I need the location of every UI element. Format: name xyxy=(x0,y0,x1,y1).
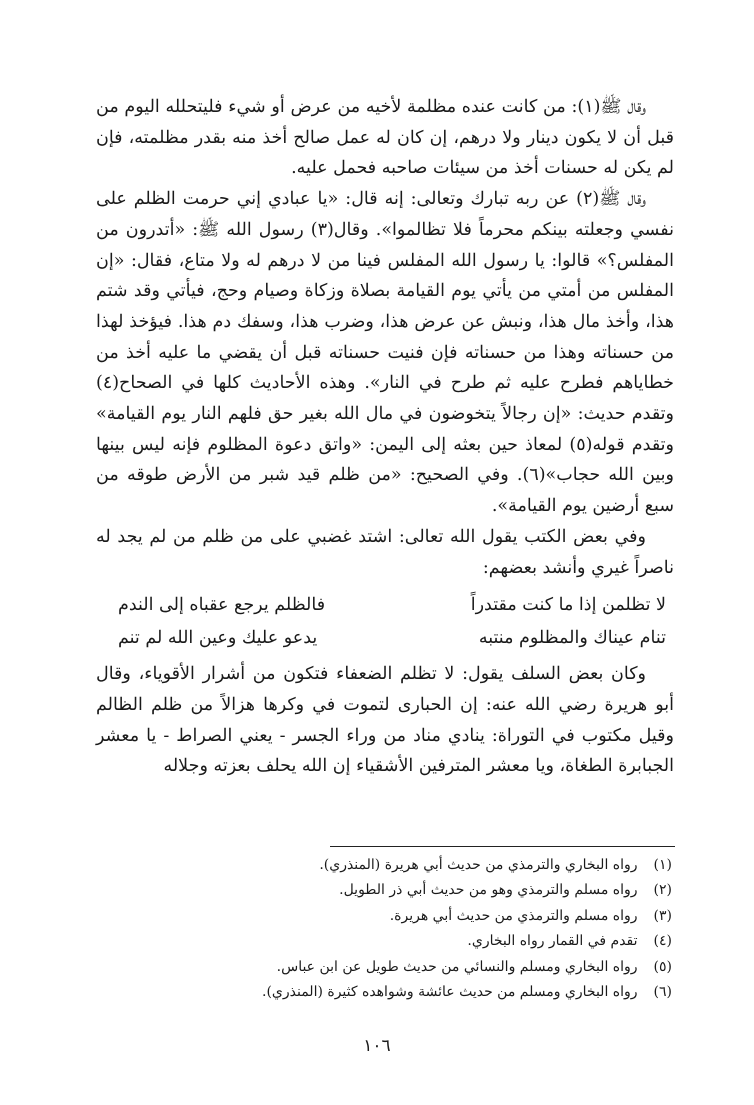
paragraph-2: وقال ﷺ(٢) عن ربه تبارك وتعالى: إنه قال: «يا عبادي إني حرمت الظلم على نفسي وجعلته بينكم محرماً فلا تظالموا». وقال(٣) رسول الله ﷺ: «أتدرون من المفلس؟» قالوا: يا رسول الله المفلس فينا من لا درهم له ولا متاع، فقال: «إن المفلس من أمتي من يأتي يوم القيامة بصلاة وزكاة وصيام وحج، فيأتي وقد شتم هذا، وأخذ مال هذا، ونبش عن عرض هذا، وضرب هذا، وسفك دم هذا. فيؤخذ لهذا من حسناته وهذا من حسناته فإن فنيت حسناته قبل أن يقضي ما عليه أخذ من خطاياهم فطرح عليه ثم طرح في النار». وهذه الأحاديث كلها في الصحاح(٤) وتقدم حديث: «إن رجالاً يتخوضون في مال الله بغير حق فلهم النار يوم القيامة» وتقدم قوله(٥) لمعاذ حين بعثه إلى اليمن: «واتق دعوة المظلوم فإنه ليس بينها وبين الله حجاب»(٦). وفي الصحيح: «من ظلم قيد شبر من الأرض طوقه من سبع أرضين يوم القيامة». xyxy=(96,189,674,517)
footnote-number: (٦) xyxy=(653,984,672,1001)
footnotes-list xyxy=(96,853,672,1005)
footnote xyxy=(96,929,672,954)
page-number: ١٠٦ xyxy=(363,1036,391,1056)
footnote-number: (٢) xyxy=(653,882,672,899)
footnote-text: رواه البخاري ومسلم والنسائي من حديث طويل عن ابن عباس. xyxy=(276,958,638,975)
footnote-text: رواه مسلم والترمذي وهو من حديث أبي ذر الطويل. xyxy=(339,882,638,899)
footnote xyxy=(96,878,672,903)
footnote-text: رواه البخاري والترمذي من حديث أبي هريرة (المنذري). xyxy=(319,857,638,873)
footnote xyxy=(96,853,672,878)
verse-second-hemistich: فالظلم يرجع عقباه إلى الندم xyxy=(118,595,326,616)
poem-verse xyxy=(96,589,674,622)
footnote xyxy=(96,904,672,929)
paragraph-3: وفي بعض الكتب يقول الله تعالى: اشتد غضبي على من ظلم من لم يجد له ناصراً غيري وأنشد بعضهم: xyxy=(96,526,674,578)
footnote-text: تقدم في القمار رواه البخاري. xyxy=(467,933,638,950)
verse-first-hemistich: لا تظلمن إذا ما كنت مقتدراً xyxy=(470,595,666,616)
main-text xyxy=(96,92,674,782)
paragraph-1: وقال ﷺ(١): من كانت عنده مظلمة لأخيه من عرض أو شيء فليتحلله اليوم من قبل أن لا يكون دينار ولا درهم، إن كان له عمل صالح أخذ منه بقدر مظلمته، فإن لم يكن له حسنات أخذ من سيئات صاحبه فحمل عليه. xyxy=(96,97,674,179)
paragraph-4: وكان بعض السلف يقول: لا تظلم الضعفاء فتكون من أشرار الأقوياء، وقال أبو هريرة رضي الله عنه: إن الحبارى لتموت في وكرها هزالاً من ظلم الظالم وقيل مكتوب في التوراة: ينادي مناد من وراء الجسر - يعني الصراط - يا معشر الجبابرة الطغاة، ويا معشر المترفين الأشقياء إن الله يحلف بعزته وجلاله xyxy=(96,664,674,777)
footnote-number: (٥) xyxy=(653,958,672,975)
poem-verse xyxy=(96,622,674,655)
footnote-number: (١) xyxy=(653,857,672,873)
footnote-separator xyxy=(330,846,675,847)
footnote xyxy=(96,980,672,1005)
footnote-text: رواه البخاري ومسلم من حديث عائشة وشواهده كثيرة (المنذري). xyxy=(262,984,638,1001)
footnote-number: (٤) xyxy=(653,933,672,950)
footnote xyxy=(96,955,672,980)
verse-first-hemistich: تنام عيناك والمظلوم منتبه xyxy=(478,628,666,649)
footnote-text: رواه مسلم والترمذي من حديث أبي هريرة. xyxy=(389,907,638,924)
footnote-number: (٣) xyxy=(653,907,672,924)
verse-second-hemistich: يدعو عليك وعين الله لم تنم xyxy=(118,628,318,649)
poem xyxy=(96,589,674,655)
